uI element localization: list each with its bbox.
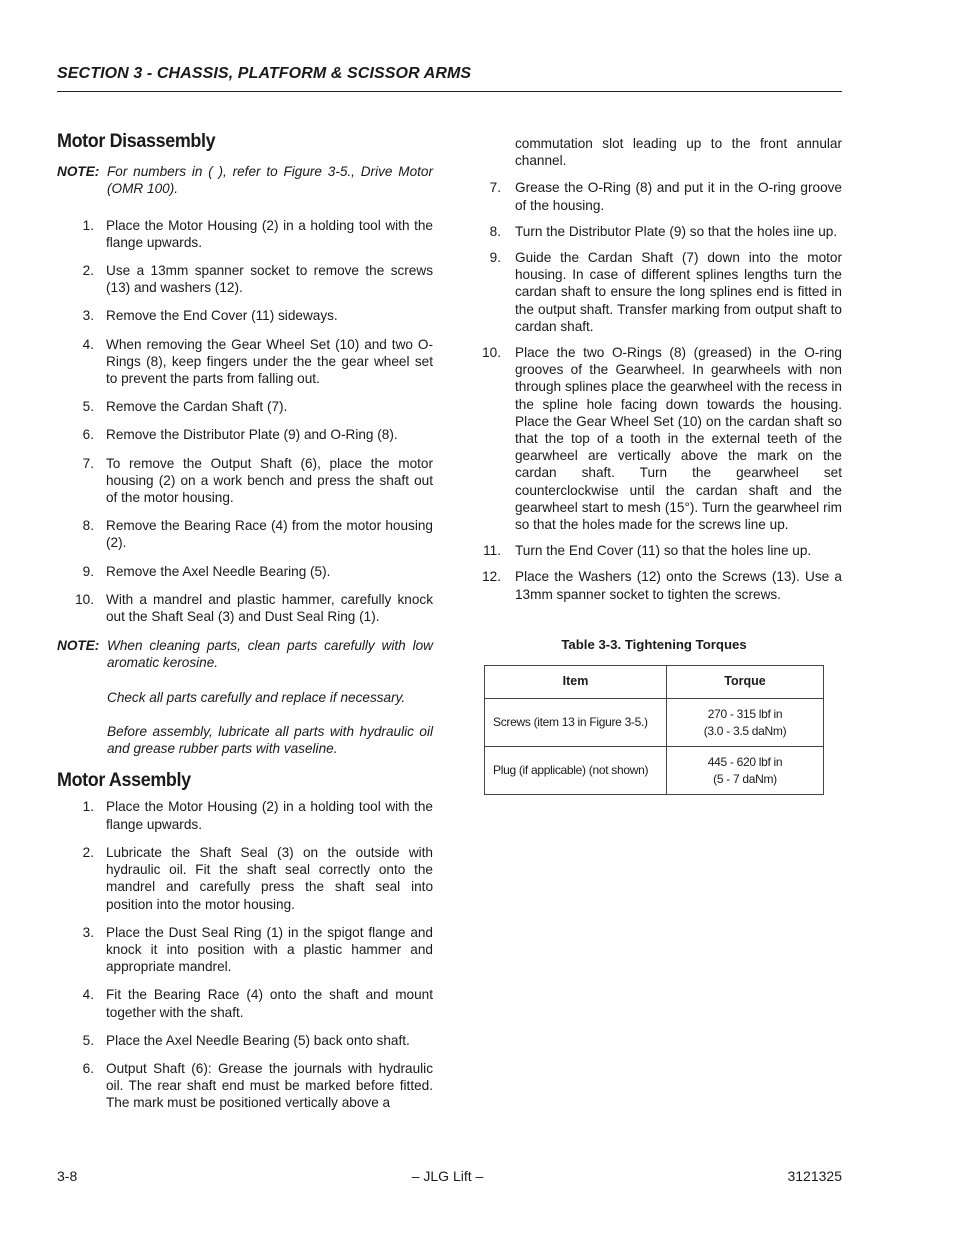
step-number: 4. <box>82 987 94 1003</box>
list-item <box>57 217 433 251</box>
step-number: 3. <box>82 308 94 324</box>
list-item <box>57 455 433 507</box>
step-number: 6. <box>82 1060 94 1076</box>
step-text: Remove the Distributor Plate (9) and O-Ring (8). <box>106 427 398 443</box>
list-item <box>480 344 842 533</box>
step-text: Place the Washers (12) onto the Screws (13). Use a 13mm spanner socket to tighten the screws. <box>515 569 842 602</box>
step-text: When removing the Gear Wheel Set (10) and two O-Rings (8), keep fingers under the the gear wheel set to prevent the parts from falling out. <box>106 336 433 387</box>
assembly-steps <box>57 798 433 1111</box>
column-header-torque: Torque <box>667 666 824 699</box>
step-number: 10. <box>75 591 94 607</box>
step-text: Remove the Axel Needle Bearing (5). <box>106 563 331 579</box>
motor-disassembly-heading: Motor Disassembly <box>57 130 216 152</box>
step-number: 5. <box>82 1032 94 1048</box>
step-number: 10. <box>482 345 501 361</box>
note-text-block <box>107 637 433 757</box>
torque-value-imperial: 445 - 620 lbf in <box>707 754 783 769</box>
step-number: 12. <box>482 569 501 585</box>
step-number: 9. <box>489 250 501 266</box>
step-number: 7. <box>82 455 94 471</box>
step-number: 8. <box>489 223 501 239</box>
step-text: Remove the Cardan Shaft (7). <box>106 399 288 415</box>
note-label: NOTE: <box>57 164 100 180</box>
list-item <box>57 798 433 832</box>
list-item <box>57 398 433 415</box>
right-column <box>480 135 842 795</box>
torque-value-metric: (5 - 7 daNm) <box>713 771 777 786</box>
step-text: Place the two O-Rings (8) (greased) in the O-ring grooves of the Gearwheel. In gearwheels with non through splines place the gearwheel with the recess in the spline hole facing down towards the housing. Place the Gear Wheel Set (10) on the cardan shaft so that the top of a tooth in the external teeth of the gearwheel are vertically above the mark on the cardan shaft. Turn the gearwheel set counterclockwise until the cardan shaft and the gearwheel start to mesh (15°). Turn the gearwheel rim so that the holes made for the screws line up. <box>515 345 842 533</box>
step-text: Remove the End Cover (11) sideways. <box>106 308 338 324</box>
step-text: Use a 13mm spanner socket to remove the screws (13) and washers (12). <box>106 263 433 296</box>
step-text: Place the Motor Housing (2) in a holding tool with the flange upwards. <box>106 217 433 250</box>
step-text: Remove the Bearing Race (4) from the motor housing (2). <box>106 518 433 551</box>
note-figure-reference <box>57 163 433 197</box>
table-cell-torque <box>667 747 824 795</box>
document-number: 3121325 <box>787 1168 842 1184</box>
table-cell-torque <box>667 699 824 747</box>
list-item <box>480 223 842 240</box>
note-paragraph: When cleaning parts, clean parts carefully with low aromatic kerosine. <box>107 638 433 671</box>
step-number: 9. <box>82 563 94 579</box>
step-number: 7. <box>489 180 501 196</box>
table-row <box>485 747 824 795</box>
step-number: 5. <box>82 399 94 415</box>
step-number: 11. <box>483 543 501 559</box>
step-text: Grease the O-Ring (8) and put it in the O-ring groove of the housing. <box>515 180 842 213</box>
step-text: With a mandrel and plastic hammer, carefully knock out the Shaft Seal (3) and Dust Seal Ring (1). <box>106 591 433 625</box>
step-number: 1. <box>82 799 94 815</box>
step-number: 4. <box>82 336 94 352</box>
table-cell-item: Screws (item 13 in Figure 3-5.) <box>485 699 667 747</box>
table-caption: Table 3-3. Tightening Torques <box>561 636 747 652</box>
section-title: SECTION 3 - CHASSIS, PLATFORM & SCISSOR ARMS <box>57 65 472 82</box>
section-header <box>57 65 842 92</box>
step-number: 6. <box>82 427 94 443</box>
step-number: 3. <box>82 924 94 940</box>
torque-value-metric: (3.0 - 3.5 daNm) <box>703 723 787 738</box>
list-item <box>57 336 433 388</box>
list-item <box>480 249 842 335</box>
list-item <box>57 1032 433 1049</box>
note-cleaning <box>57 637 433 757</box>
list-item <box>57 563 433 580</box>
tightening-torques-table <box>484 665 824 795</box>
step-text: Output Shaft (6): Grease the journals with hydraulic oil. The rear shaft end must be marked before fitted. The mark must be positioned vertically above a <box>106 1060 433 1111</box>
list-item <box>480 568 842 602</box>
step-text: Place the Motor Housing (2) in a holding tool with the flange upwards. <box>106 799 433 832</box>
assembly-steps-continued <box>480 179 842 602</box>
list-item <box>480 542 842 559</box>
column-header-item: Item <box>485 666 667 699</box>
table-row <box>485 699 824 747</box>
step-text: Guide the Cardan Shaft (7) down into the motor housing. In case of different splines lengths turn the cardan shaft to ensure the long splines end is fitted in the output shaft. Transfer marking from output shaft to cardan shaft. <box>515 250 842 334</box>
list-item <box>57 1060 433 1112</box>
step-text: Turn the End Cover (11) so that the holes line up. <box>515 543 812 559</box>
step-number: 1. <box>82 217 94 233</box>
page-number: 3-8 <box>57 1168 78 1184</box>
step-text: Fit the Bearing Race (4) onto the shaft and mount together with the shaft. <box>106 987 433 1020</box>
left-column <box>57 130 433 1112</box>
list-item <box>57 844 433 913</box>
list-item <box>57 517 433 551</box>
motor-assembly-heading: Motor Assembly <box>57 769 191 792</box>
list-item <box>57 924 433 976</box>
torque-value-imperial: 270 - 315 lbf in <box>707 706 783 721</box>
list-item <box>57 262 433 296</box>
list-item <box>57 307 433 324</box>
note-paragraph: Check all parts carefully and replace if necessary. <box>107 689 406 705</box>
step-number: 2. <box>82 263 94 279</box>
disassembly-steps <box>57 217 433 626</box>
list-item <box>57 426 433 443</box>
step-text: Place the Axel Needle Bearing (5) back onto shaft. <box>106 1032 410 1048</box>
list-item <box>57 986 433 1020</box>
step-number: 2. <box>82 844 94 860</box>
step-text: Place the Dust Seal Ring (1) in the spigot flange and knock it into position with a plastic hammer and appropriate mandrel. <box>106 924 433 975</box>
table-header-row <box>485 666 824 699</box>
step-text: Turn the Distributor Plate (9) so that the holes iine up. <box>515 223 838 239</box>
torque-table-block <box>484 636 842 795</box>
list-item <box>480 179 842 213</box>
continued-step-text: commutation slot leading up to the front annular channel. <box>515 136 842 169</box>
note-label: NOTE: <box>57 638 100 654</box>
step-text: Lubricate the Shaft Seal (3) on the outside with hydraulic oil. Fit the shaft seal correctly onto the mandrel and carefully press the shaft seal into position into the motor housing. <box>106 844 433 912</box>
step-text: To remove the Output Shaft (6), place the motor housing (2) on a work bench and press the shaft out of the motor housing. <box>106 455 433 506</box>
list-item <box>57 591 433 625</box>
note-paragraph: Before assembly, lubricate all parts with hydraulic oil and grease rubber parts with vaseline. <box>107 723 433 757</box>
step-number: 8. <box>82 518 94 534</box>
footer-publisher: – JLG Lift – <box>411 1168 484 1184</box>
table-cell-item: Plug (if applicable) (not shown) <box>485 747 667 795</box>
note-text: For numbers in ( ), refer to Figure 3-5., Drive Motor (OMR 100). <box>107 164 433 197</box>
